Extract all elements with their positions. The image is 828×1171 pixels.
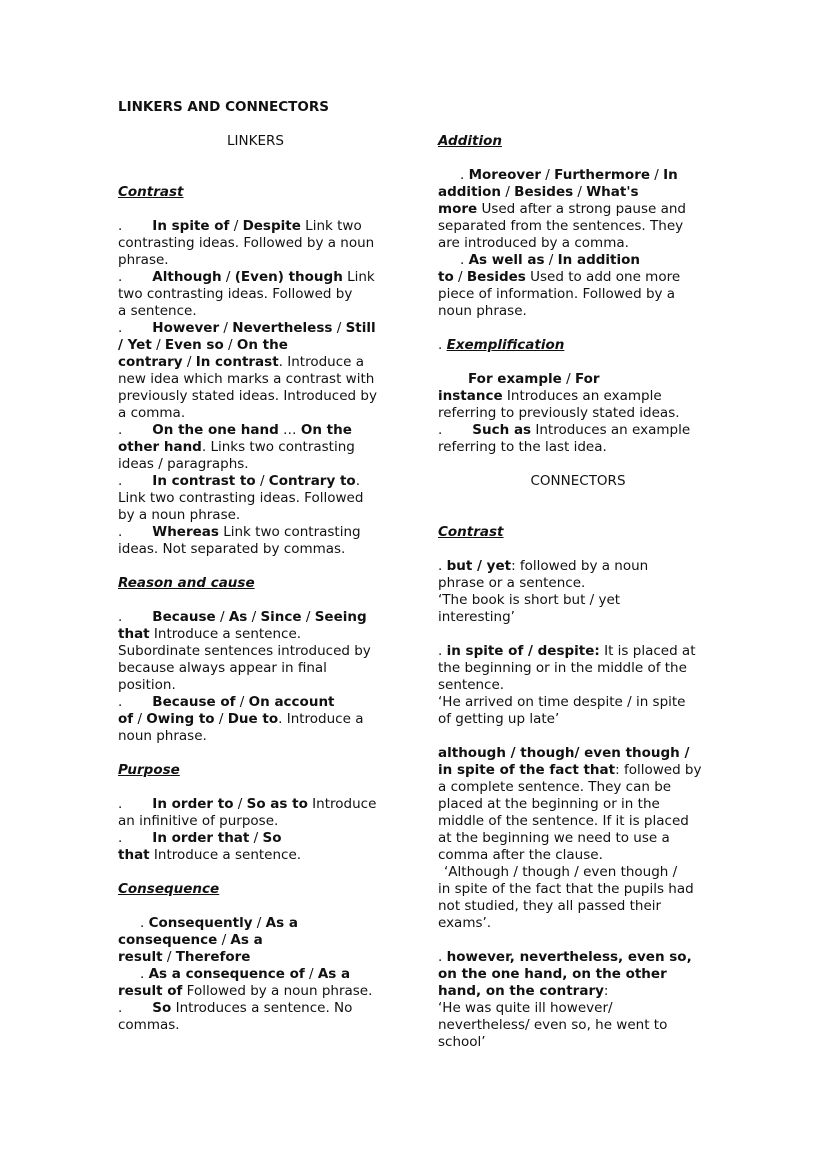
left-column [118,133,393,1034]
list-item: . Because / As / Since / Seeing that Introduce a sentence. Subordinate sentences introduced by because always appear in final position. [118,609,371,693]
list-item: . As well as / In addition to / Besides Used to add one more piece of information. Followed by a noun phrase. [438,252,681,319]
list-item: . Although / (Even) though Link two contrasting ideas. Followed by a sentence. [118,269,375,319]
list-item: . Moreover / Furthermore / In addition / Besides / What's more Used after a strong pause and separated from the sentences. They are introduced by a comma. [438,167,687,251]
list-item: . On the one hand … On the other hand. Links two contrasting ideas / paragraphs. [118,422,355,472]
list-item: . In contrast to / Contrary to. Link two contrasting ideas. Followed by a noun phrase. [118,473,364,523]
section-heading-consequence: Consequence [118,881,220,897]
list-item: . In order that / So that Introduce a sentence. [118,830,302,863]
list-item: . Whereas Link two contrasting ideas. Not separated by commas. [118,524,361,557]
section-heading-exemplification: . Exemplification [438,337,565,353]
list-item: . So Introduces a sentence. No commas. [118,1000,353,1033]
list-item: . Consequently / As a consequence / As a result / Therefore [118,915,298,965]
list-item: . Such as Introduces an example referring to the last idea. [438,422,691,455]
right-column [438,133,718,1051]
list-item: . As a consequence of / As a result of Followed by a noun phrase. [118,966,373,999]
section-heading-contrast: Contrast [118,184,184,200]
list-item: . In order to / So as to Introduce an infinitive of purpose. [118,796,377,829]
connectors-heading: CONNECTORS [530,473,626,489]
linkers-heading: LINKERS [227,133,284,149]
document-title: LINKERS AND CONNECTORS [118,99,329,115]
list-item: . but / yet: followed by a noun phrase or a sentence. ‘The book is short but / yet interesting’ [438,558,649,625]
section-heading-contrast-connectors: Contrast [438,524,504,540]
list-item: . Because of / On account of / Owing to / Due to. Introduce a noun phrase. [118,694,364,744]
section-heading-purpose: Purpose [118,762,180,778]
list-item: . however, nevertheless, even so, on the one hand, on the other hand, on the contrary: ‘He was quite ill however/ nevertheless/ even so, he went to school’ [438,949,692,1050]
list-item: . in spite of / despite: It is placed at the beginning or in the middle of the sentence. ‘He arrived on time despite / in spite of getting up late’ [438,643,696,727]
section-heading-addition: Addition [438,133,502,149]
list-item: . In spite of / Despite Link two contrasting ideas. Followed by a noun phrase. [118,218,375,268]
list-item: although / though/ even though / in spite of the fact that: followed by a complete sentence. They can be placed at the beginning or in the middle of the sentence. If it is placed at the beginning we need to use a comma after the clause. ‘Although / though / even though / in spite of the fact that the pupils had not studied, they all passed their exams’. [438,745,702,931]
list-item: For example / For instance Introduces an example referring to previously stated ideas. [438,371,680,421]
section-heading-reason: Reason and cause [118,575,255,591]
list-item: . However / Nevertheless / Still / Yet / Even so / On the contrary / In contrast. Introduce a new idea which marks a contrast with previously stated ideas. Introduced by a comma. [118,320,377,421]
